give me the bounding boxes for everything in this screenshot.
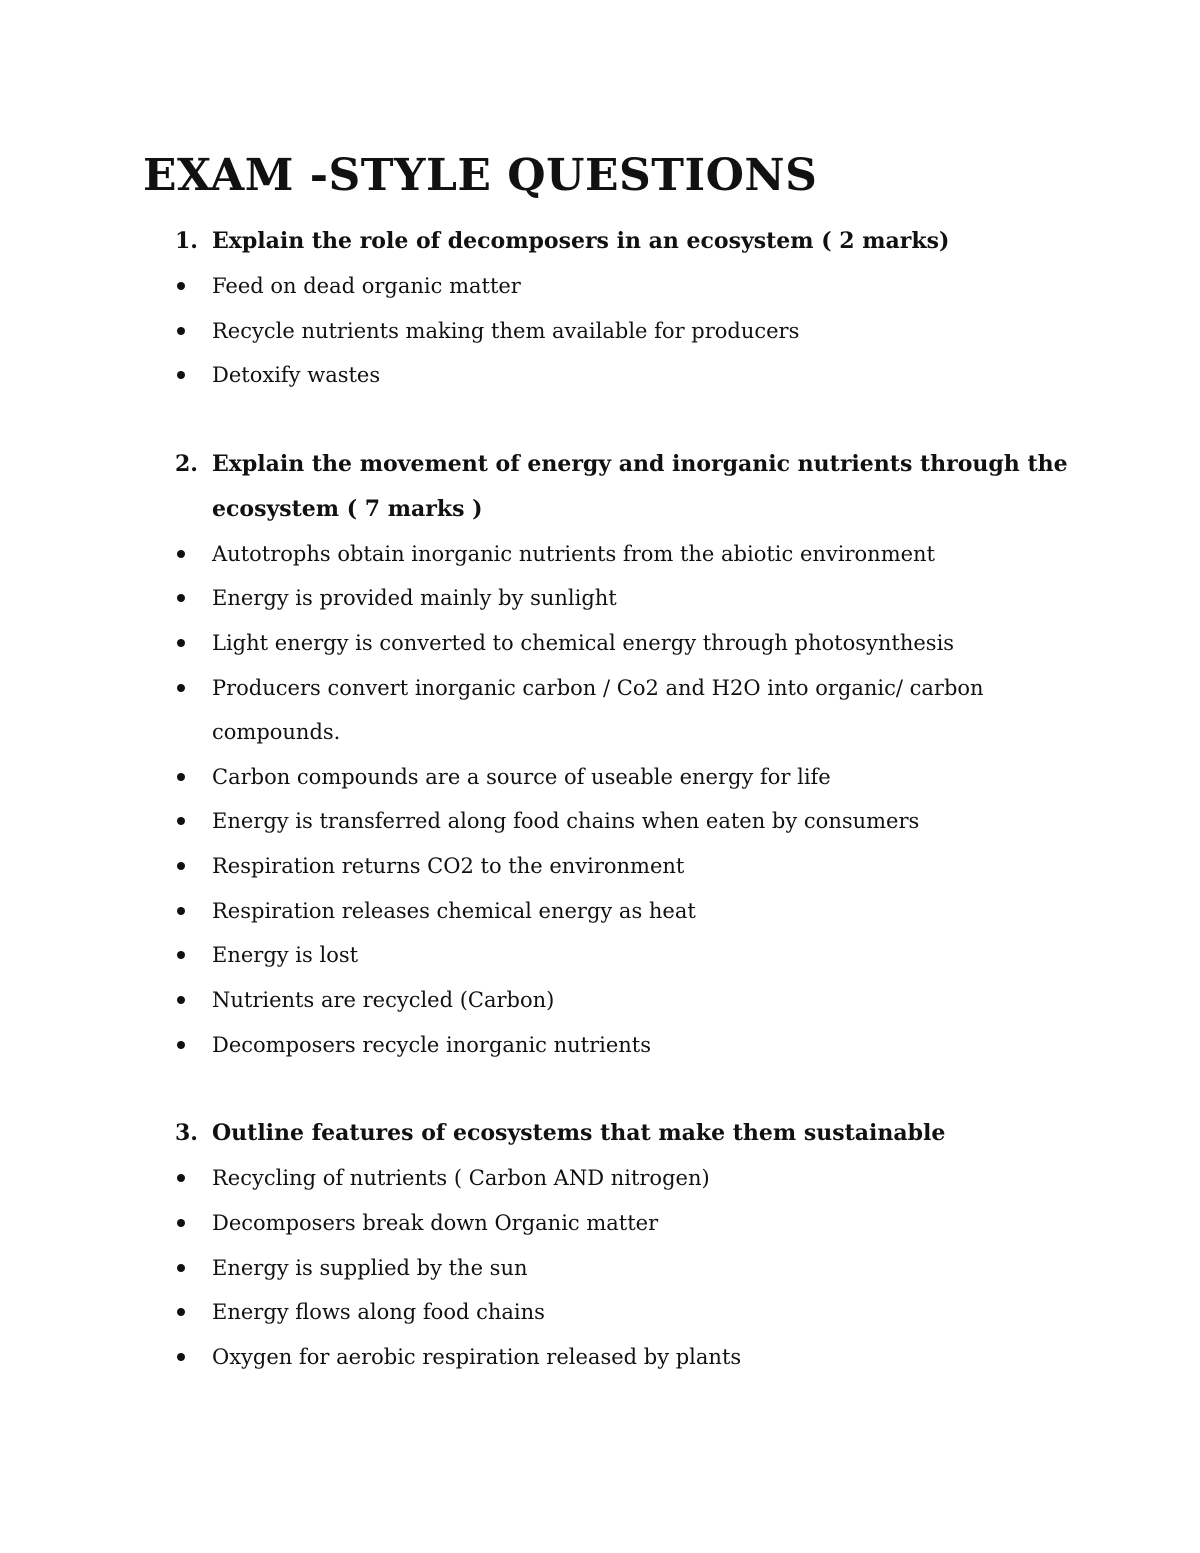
bullet-icon [177, 1264, 185, 1272]
bullet-icon [177, 996, 185, 1004]
answer-text: Autotrophs obtain inorganic nutrients from the abiotic environment [212, 542, 935, 566]
answer-text: Recycling of nutrients ( Carbon AND nitrogen) [212, 1166, 710, 1190]
bullet-icon [177, 1353, 185, 1361]
answer-text: Feed on dead organic matter [212, 274, 521, 298]
answer-text: Energy is lost [212, 943, 359, 967]
bullet-icon [177, 684, 185, 692]
bullet-icon [177, 907, 185, 915]
answer-text: Light energy is converted to chemical energy through photosynthesis [212, 631, 955, 655]
bullet-icon [177, 817, 185, 825]
bullet-icon [177, 639, 185, 647]
answer-text: Energy is supplied by the sun [212, 1256, 528, 1280]
answer-text: Respiration releases chemical energy as heat [212, 899, 696, 923]
question-number: 3. [175, 1120, 198, 1146]
answer-text: Energy flows along food chains [212, 1300, 545, 1324]
bullet-icon [177, 594, 185, 602]
answer-text: Nutrients are recycled (Carbon) [212, 988, 555, 1012]
bullet-icon [177, 371, 185, 379]
answer-text: Recycle nutrients making them available for producers [212, 319, 800, 343]
question-text: Explain the movement of energy and inorganic nutrients through the [212, 451, 1068, 477]
question-number: 2. [175, 451, 198, 477]
bullet-icon [177, 1041, 185, 1049]
bullet-icon [177, 951, 185, 959]
bullet-icon [177, 773, 185, 781]
bullet-icon [177, 1308, 185, 1316]
bullet-icon [177, 282, 185, 290]
page-title: EXAM -STYLE QUESTIONS [143, 150, 818, 201]
answer-text: Decomposers recycle inorganic nutrients [212, 1033, 652, 1057]
answer-text: Respiration returns CO2 to the environment [212, 854, 685, 878]
answer-text: Producers convert inorganic carbon / Co2 and H2O into organic/ carbon [212, 676, 984, 700]
answer-text: Detoxify wastes [212, 363, 381, 387]
answer-text: Carbon compounds are a source of useable energy for life [212, 765, 831, 789]
answer-text: compounds. [212, 720, 341, 744]
question-text: Outline features of ecosystems that make them sustainable [212, 1120, 946, 1146]
bullet-icon [177, 1219, 185, 1227]
question-text: Explain the role of decomposers in an ecosystem ( 2 marks) [212, 228, 950, 254]
bullet-icon [177, 862, 185, 870]
bullet-icon [177, 1174, 185, 1182]
answer-text: Energy is provided mainly by sunlight [212, 586, 617, 610]
answer-text: Energy is transferred along food chains when eaten by consumers [212, 809, 920, 833]
question-text: ecosystem ( 7 marks ) [212, 496, 483, 522]
answer-text: Oxygen for aerobic respiration released by plants [212, 1345, 742, 1369]
bullet-icon [177, 327, 185, 335]
bullet-icon [177, 550, 185, 558]
question-number: 1. [175, 228, 198, 254]
answer-text: Decomposers break down Organic matter [212, 1211, 659, 1235]
